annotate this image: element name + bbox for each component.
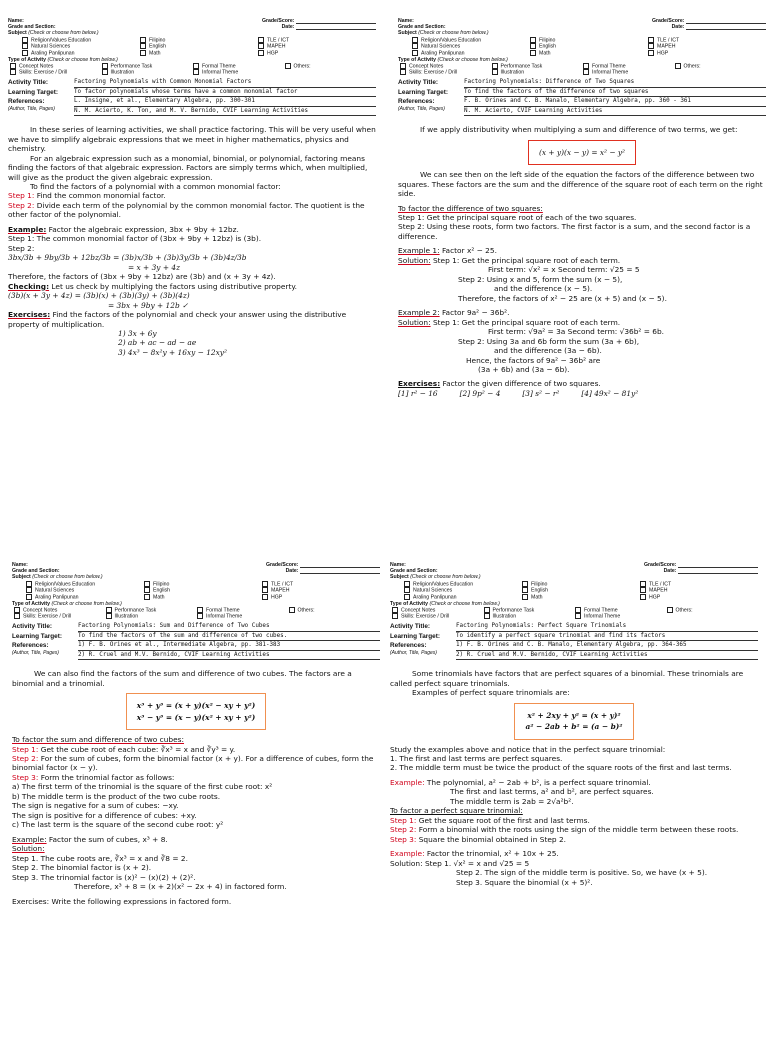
example-step: Step 1: The common monomial factor of (3bx + 9by + 12bz) is (3b). [8,234,262,244]
worksheet-body [12,669,380,906]
checkbox-option[interactable]: English [522,587,640,594]
activity-meta [12,623,380,661]
name-label: Name: [398,18,414,24]
activity-title-label: Activity Title: [8,78,49,86]
learning-target: To identify a perfect square trinomial and find its factors [456,633,758,642]
references-label: References: [8,98,45,106]
learning-target-label: Learning Target: [398,88,448,96]
checking-text: Let us check by multiplying the factors using distributive property. [51,281,298,291]
subject-hint: (Check or choose from below.) [28,30,99,37]
solution-step: Step 1. The cube roots are, ∛x³ = x and ∛8 = 2. [12,853,188,863]
perfect-square-difference-formula: a² − 2ab + b² = (a − b)² [525,722,623,732]
name-label: Name: [8,18,24,24]
type-label: Type of Activity [390,600,429,607]
exercise-item: [4] 49x² − 81y² [581,388,639,398]
references-sub: (Author, Title, Pages) [390,650,437,657]
checkbox-option[interactable]: Others: [667,607,759,614]
checkbox-option[interactable]: Skills: Exercise / Drill [10,69,102,76]
substep-text: The sign is positive for a difference of cubes: +xy. [12,810,197,820]
learning-target: To find the factors of the sum and difference of two cubes. [78,633,380,642]
worksheet-page-1 [8,18,376,518]
exercises-text: Find the factors of the polynomial and check your answer using the distributive property of multiplication. [8,310,347,329]
learning-target: To find the factors of the difference of two squares [464,89,766,98]
step-label: Step 2: [8,200,35,210]
exercise-item: 3) 4x³ − 8x²y + 16xy − 12xy² [118,347,227,357]
substep-text: c) The last term is the square of the second cube root: y² [12,820,224,830]
checkbox-option[interactable]: Formal Theme [583,63,675,70]
reference-item: N. M. Acierto, K. Ton, and M. V. Bernido, CVIF Learning Activities [74,108,376,117]
checkbox-option[interactable]: Skills: Exercise / Drill [14,613,106,620]
checkbox-option[interactable]: Illustration [484,613,576,620]
examples-intro: Examples of perfect square trinomials are: [412,688,570,698]
checkbox-option[interactable]: Others: [675,63,767,70]
solution-label: Solution: [398,317,431,327]
checkbox-option[interactable]: Math [530,50,648,57]
checkbox-option[interactable]: Natural Sciences [26,587,144,594]
checkbox-option[interactable]: Performance Task [484,607,576,614]
checkbox-option[interactable]: Illustration [106,613,198,620]
checkbox-option[interactable]: Formal Theme [575,607,667,614]
references-label: References: [390,642,427,650]
substep-text: a) The first term of the trinomial is the square of the first cube root: x² [12,782,273,792]
exercise-list [398,389,766,398]
check-line: (3b)(x + 3y + 4z) = (3b)(x) + (3b)(3y) + (3b)(4z) [8,291,190,301]
step-label: Step 1: [390,815,417,825]
checkbox-option[interactable]: Natural Sciences [404,587,522,594]
sum-of-cubes-formula: x³ + y³ = (x + y)(x² − xy + y²) [136,701,256,711]
subject-options [398,37,766,57]
step-text: Get the cube root of each cube: ∛x³ = x and ∛y³ = y. [40,744,236,754]
step-text: Find the common monomial factor. [36,191,166,201]
grade-section-label: Grade and Section: [8,24,56,31]
example-text: The first and last terms, a² and b², are perfect squares. [450,787,654,797]
learning-target-label: Learning Target: [8,88,58,96]
worksheet-header [398,18,766,76]
worksheet-header [8,18,376,76]
howto-heading: To factor the difference of two squares: [398,203,543,213]
checkbox-option[interactable]: Performance Task [102,63,194,70]
checkbox-option[interactable]: Araling Panlipunan [26,594,144,601]
references-sub: (Author, Title, Pages) [398,106,445,113]
checkbox-option[interactable]: Skills: Exercise / Drill [392,613,484,620]
checkbox-option[interactable]: Formal Theme [193,63,285,70]
step-text: Step 1: Get the principal square root of each of the two squares. [398,212,637,222]
solution-step: Step 2: Using x and 5, form the sum (x − 5), [458,274,623,284]
checkbox-option[interactable]: Concept Notes [400,63,492,70]
reference-item: 1) F. B. Orines et al., Intermediate Algebra, pp. 381-383 [78,642,380,651]
checkbox-option[interactable]: Religion/Values Education [22,37,140,44]
type-options [8,63,376,76]
observation-item: 2. The middle term must be twice the product of the square roots of the first and last terms. [390,763,732,773]
study-text: Study the examples above and notice that in the perfect square trinomial: [390,744,666,754]
checkbox-option[interactable]: Math [522,594,640,601]
example-label: Example: [12,834,47,844]
exercises-text: Exercises: Write the following expressions in factored form. [12,896,232,906]
substep-text: The sign is negative for a sum of cubes: −xy. [12,801,179,811]
conclusion: Therefore, the factors of (3bx + 9by + 12bz) are (3b) and (x + 3y + 4z). [8,272,276,282]
step-label: Step 3: [390,834,417,844]
worksheet-body [398,125,766,398]
grade-score-label: Grade/Score: [643,562,677,568]
solution-step: Step 1: Get the principal square root of each term. [432,317,621,327]
checkbox-option[interactable]: Araling Panlipunan [404,594,522,601]
exercise-item: [3] s² − r² [522,388,560,398]
checkbox-option[interactable]: Informal Theme [193,69,285,76]
step-label: Step 1: [12,744,39,754]
checkbox-option[interactable]: Concept Notes [14,607,106,614]
substep-text: b) The middle term is the product of the two cube roots. [12,791,221,801]
solution-step: First term: √9a² = 3a Second term: √36b² = 6b. [488,327,665,337]
intro-paragraph: In these series of learning activities, we shall practice factoring. This will be very useful when we have to simplify algebraic expressions that we meet in higher mathematics, physics and chemistry. [8,125,376,154]
howto-heading: To factor the sum and difference of two cubes: [12,735,185,745]
checkbox-option[interactable]: Others: [289,607,381,614]
intro-paragraph: Some trinomials have factors that are perfect squares of a binomial. These trinomials are called perfect square trinomials. [390,669,744,688]
checkbox-option[interactable]: Informal Theme [197,613,289,620]
checkbox-option[interactable]: Informal Theme [575,613,667,620]
intro-paragraph: We can also find the factors of the sum and difference of two cubes. The factors are a binomial and a trinomial. [12,669,352,688]
reference-item: F. B. Orines and C. B. Manalo, Elementary Algebra, pp. 360 - 361 [464,98,766,107]
activity-meta [398,79,766,117]
example-expression: 3bx/3b + 9by/3b + 12bz/3b = (3b)x/3b + (3b)3y/3b + (3b)4z/3b [8,253,247,263]
example-text: The middle term is 2ab = 2√a²b². [450,796,574,806]
type-hint: (Check or choose from below.) [51,600,122,607]
type-hint: (Check or choose from below.) [429,600,500,607]
checkbox-option[interactable]: MAPEH [648,43,766,50]
name-label: Name: [12,562,28,568]
subject-hint: (Check or choose from below.) [32,574,103,581]
checkbox-option[interactable]: Natural Sciences [22,43,140,50]
grade-section-label: Grade and Section: [398,24,446,31]
step-text: For the sum of cubes, form the binomial factor (x + y). For a difference of cubes, form the binomial factor (x − y). [12,753,374,773]
intro-paragraph: If we apply distributivity when multiplying a sum and difference of two terms, we get: [420,125,738,135]
solution-step: Step 2. The binomial factor is (x + 2). [12,863,152,873]
step-label: Step 1: [8,191,35,201]
type-options [12,607,380,620]
checkbox-option[interactable]: HGP [262,594,380,601]
subject-options [8,37,376,57]
checkbox-option[interactable]: Religion/Values Education [412,37,530,44]
checkbox-option[interactable]: TLE / ICT [258,37,376,44]
example-label: Example: [390,777,425,787]
perfect-square-sum-formula: x² + 2xy + y² = (x + y)² [527,710,621,720]
solution-step: Solution: Step 1. √x² = x and √25 = 5 [390,858,530,868]
checkbox-option[interactable]: Formal Theme [197,607,289,614]
date-label: Date: [281,24,295,31]
subject-label: Subject [12,574,31,581]
checkbox-option[interactable]: Math [144,594,262,601]
step-text: Step 2: Using these roots, form two factors. The first factor is a sum, and the second factor is a difference. [398,222,751,241]
solution-step: Step 3. The trinomial factor is (x)² − (x)(2) + (2)². [12,872,196,882]
checkbox-option[interactable]: MAPEH [262,587,380,594]
activity-title: Factoring Polynomials: Sum and Difference of Two Cubes [78,623,380,632]
subject-options [390,581,758,601]
example-label: Example: [8,224,47,234]
step-text: Get the square root of the first and last terms. [418,815,590,825]
intro-paragraph: For an algebraic expression such as a monomial, binomial, or polynomial, factoring means finding the factors of that algebraic expression. Factors are simply terms which, when multiplied, will give as the product the given algebraic expression. [8,153,368,182]
identity-box [528,140,636,165]
solution-step: (3a + 6b) and (3a − 6b). [478,365,570,375]
checkbox-option[interactable]: Filipino [144,581,262,588]
activity-title: Factoring Polynomials: Difference of Two Squares [464,79,766,88]
exercise-item: 2) ab + ac − ad − ae [118,338,197,348]
name-label: Name: [390,562,406,568]
checkbox-option[interactable]: HGP [258,50,376,57]
references-sub: (Author, Title, Pages) [12,650,59,657]
howto-heading: To factor a perfect square trinomial: [390,806,523,816]
checkbox-option[interactable]: TLE / ICT [648,37,766,44]
checkbox-option[interactable]: MAPEH [640,587,758,594]
checkbox-option[interactable]: Math [140,50,258,57]
checkbox-option[interactable]: Illustration [492,69,584,76]
type-options [390,607,758,620]
checkbox-option[interactable]: TLE / ICT [262,581,380,588]
type-hint: (Check or choose from below.) [47,56,118,63]
reference-item: 2) R. Cruel and M.V. Bernido, CVIF Learning Activities [456,652,758,661]
step-text: Divide each term of the polynomial by the common monomial factor. The quotient is the other factor of the polynomial. [8,200,365,220]
references-sub: (Author, Title, Pages) [8,106,55,113]
subject-options [12,581,380,601]
checkbox-option[interactable]: Filipino [530,37,648,44]
step-text: Form a binomial with the roots using the sign of the middle term between these roots. [418,825,739,835]
checkbox-option[interactable]: English [530,43,648,50]
activity-title-label: Activity Title: [398,78,439,86]
step-label: Step 2: [12,753,39,763]
example-text: Factor the algebraic expression, 3bx + 9by + 12bz. [48,224,239,234]
explanation-paragraph: We can see then on the left side of the equation the factors of the difference between two squares. These factors are the sum and the difference of the square root of each term on the right side. [398,170,763,199]
solution-step: Hence, the factors of 9a² − 36b² are [466,355,601,365]
grade-section-label: Grade and Section: [390,568,438,575]
learning-target: To factor polynomials whose terms have a common monomial factor [74,89,376,98]
exercises-text: Factor the given difference of two squares. [442,379,601,389]
difference-of-cubes-formula: x³ − y³ = (x − y)(x² + xy + y²) [136,712,256,722]
checkbox-option[interactable]: Araling Panlipunan [412,50,530,57]
checkbox-option[interactable]: English [140,43,258,50]
checking-label: Checking: [8,281,50,291]
solution-step: Therefore, the factors of x² − 25 are (x + 5) and (x − 5). [458,293,667,303]
type-hint: (Check or choose from below.) [437,56,508,63]
step-label: Step 2: [390,825,417,835]
type-label: Type of Activity [8,56,47,63]
checkbox-option[interactable]: MAPEH [258,43,376,50]
formula-box [126,693,266,730]
observation-item: 1. The first and last terms are perfect squares. [390,753,563,763]
solution-step: and the difference (x − 5). [494,284,593,294]
example-text: Factor x² − 25. [441,246,497,256]
references-label: References: [398,98,435,106]
checkbox-option[interactable]: TLE / ICT [640,581,758,588]
activity-meta [390,623,758,661]
example-step: Step 2: [8,243,35,253]
exercise-item: 1) 3x + 6y [118,329,157,339]
checkbox-option[interactable]: Skills: Exercise / Drill [400,69,492,76]
type-label: Type of Activity [12,600,51,607]
reference-item: 2) R. Cruel and M.V. Bernido, CVIF Learning Activities [78,652,380,661]
example-label: Example 1: [398,246,440,256]
solution-step: Therefore, x³ + 8 = (x + 2)(x² − 2x + 4) in factored form. [74,882,287,892]
example-text: Factor the sum of cubes, x³ + 8. [48,834,168,844]
reference-item: N. M. Acierto, CVIF Learning Activities [464,108,766,117]
learning-target-label: Learning Target: [12,632,62,640]
example-label: Example 2: [398,308,440,318]
checkbox-option[interactable]: Filipino [522,581,640,588]
type-options [398,63,766,76]
example-label: Example: [390,849,425,859]
checkbox-option[interactable]: HGP [640,594,758,601]
checkbox-option[interactable]: Religion/Values Education [26,581,144,588]
activity-title: Factoring Polynomials: Perfect Square Trinomials [456,623,758,632]
activity-title-label: Activity Title: [12,622,53,630]
subject-label: Subject [8,30,27,37]
check-line: = 3bx + 9by + 12b ✓ [108,300,189,310]
subject-label: Subject [398,30,417,37]
checkbox-option[interactable]: Natural Sciences [412,43,530,50]
checkbox-option[interactable]: Concept Notes [392,607,484,614]
subject-hint: (Check or choose from below.) [410,574,481,581]
step-text: Square the binomial obtained in Step 2. [418,834,566,844]
grade-score-label: Grade/Score: [651,18,685,24]
checkbox-option[interactable]: Filipino [140,37,258,44]
type-label: Type of Activity [398,56,437,63]
checkbox-option[interactable]: Informal Theme [583,69,675,76]
exercise-item: [1] r² − 16 [398,388,438,398]
checkbox-option[interactable]: Performance Task [492,63,584,70]
checkbox-option[interactable]: English [144,587,262,594]
identity-formula: (x + y)(x − y) = x² − y² [538,147,626,157]
activity-meta [8,79,376,117]
reference-item: 1) F. B. Orines and C. B. Manalo, Elementary Algebra, pp. 364-365 [456,642,758,651]
grade-section-label: Grade and Section: [12,568,60,575]
solution-step: Step 2: Using 3a and 6b form the sum (3a + 6b), [458,336,640,346]
subject-label: Subject [390,574,409,581]
learning-target-label: Learning Target: [390,632,440,640]
date-label: Date: [671,24,685,31]
solution-label: Solution: [398,255,431,265]
formula-box [514,703,633,740]
checkbox-option[interactable]: Araling Panlipunan [22,50,140,57]
checkbox-option[interactable]: Religion/Values Education [404,581,522,588]
example-result: = x + 3y + 4z [128,262,180,272]
checkbox-option[interactable]: Concept Notes [10,63,102,70]
example-text: Factor 9a² − 36b². [441,308,510,318]
checkbox-option[interactable]: Others: [285,63,377,70]
checkbox-option[interactable]: Performance Task [106,607,198,614]
solution-step: First term: √x² = x Second term: √25 = 5 [488,265,640,275]
worksheet-header [12,562,380,620]
worksheet-page-2 [398,18,766,518]
reference-item: L. Insigne, et al., Elementary Algebra, pp. 300-301 [74,98,376,107]
date-label: Date: [663,568,677,575]
references-label: References: [12,642,49,650]
exercises-label: Exercises: [398,379,441,389]
solution-step: and the difference (3a − 6b). [494,346,602,356]
exercise-item: [2] 9p² − 4 [459,388,501,398]
example-text: Factor the trinomial, x² + 10x + 25. [426,849,559,859]
intro-paragraph: To find the factors of a polynomial with a common monomial factor: [30,181,281,191]
solution-label: Solution: [12,844,45,854]
solution-step: Step 3. Square the binomial (x + 5)². [456,877,593,887]
example-text: The polynomial, a² − 2ab + b², is a perfect square trinomial. [426,777,651,787]
grade-score-label: Grade/Score: [261,18,295,24]
solution-step: Step 1: Get the principal square root of each term. [432,255,621,265]
worksheet-page-4 [390,562,758,1062]
step-text: Form the trinomial factor as follows: [40,772,175,782]
step-label: Step 3: [12,772,39,782]
worksheet-body [8,125,376,357]
grade-score-label: Grade/Score: [265,562,299,568]
exercises-label: Exercises: [8,310,51,320]
solution-step: Step 2. The sign of the middle term is positive. So, we have (x + 5). [456,868,708,878]
worksheet-header [390,562,758,620]
subject-hint: (Check or choose from below.) [418,30,489,37]
worksheet-body [390,669,758,887]
checkbox-option[interactable]: HGP [648,50,766,57]
activity-title-label: Activity Title: [390,622,431,630]
activity-title: Factoring Polynomials with Common Monomial Factors [74,79,376,88]
worksheet-page-3 [12,562,380,1062]
checkbox-option[interactable]: Illustration [102,69,194,76]
date-label: Date: [285,568,299,575]
